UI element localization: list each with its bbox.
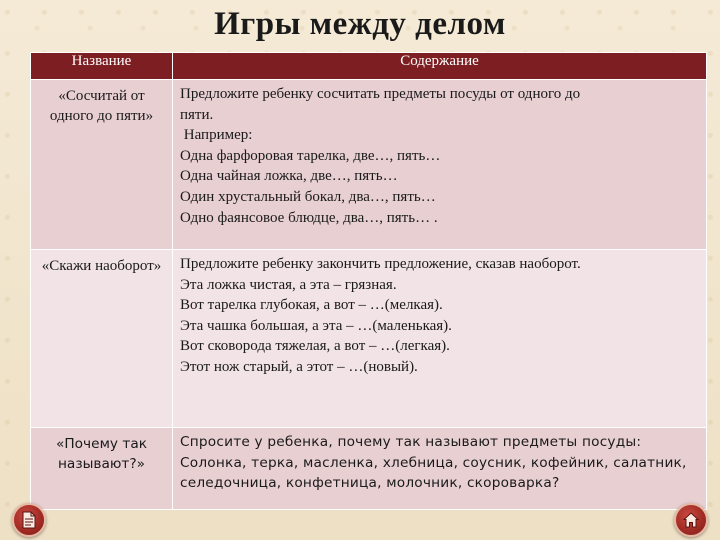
game-content <box>173 80 707 250</box>
content-line: Эта чашка большая, а эта – …(маленькая). <box>180 317 452 334</box>
content-line: Вот тарелка глубокая, а вот – …(мелкая). <box>180 297 443 314</box>
table-row <box>31 250 707 428</box>
content-line: Одна чайная ложка, две…, пять… <box>180 168 398 185</box>
content-line: Одно фаянсовое блюдце, два…, пять… . <box>180 209 438 226</box>
content-line: Этот нож старый, а этот – …(новый). <box>180 358 418 375</box>
content-line: Эта ложка чистая, а эта – грязная. <box>180 276 397 293</box>
home-icon <box>682 511 700 529</box>
games-table <box>30 52 707 510</box>
content-line: Одна фарфоровая тарелка, две…, пять… <box>180 147 441 164</box>
content-line: селедочница, конфетница, молочник, скороварка? <box>180 475 560 492</box>
game-name: «Сосчитай от одного до пяти» <box>31 80 173 250</box>
game-name: «Почему так называют?» <box>31 428 173 510</box>
home-button[interactable] <box>674 503 708 537</box>
header-name: Название <box>31 53 173 80</box>
page-title: Игры между делом <box>214 6 506 42</box>
game-content <box>173 428 707 510</box>
table-row <box>31 428 707 510</box>
game-content <box>173 250 707 428</box>
document-icon <box>21 511 37 529</box>
table-header-row <box>31 53 707 80</box>
content-line: Один хрустальный бокал, два…, пять… <box>180 188 436 205</box>
content-line: Солонка, терка, масленка, хлебница, соусник, кофейник, салатник, <box>180 454 687 471</box>
content-line: Вот сковорода тяжелая, а вот – …(легкая). <box>180 338 450 355</box>
content-line: Предложите ребенку закончить предложение, сказав наоборот. <box>180 256 581 272</box>
header-content: Содержание <box>173 53 707 80</box>
content-line: Предложите ребенку сосчитать предметы посуды от одного до <box>180 86 581 102</box>
content-line: Спросите у ребенка, почему так называют предметы посуды: <box>180 434 642 450</box>
game-name: «Скажи наоборот» <box>31 250 173 428</box>
table-row <box>31 80 707 250</box>
document-button[interactable] <box>12 503 46 537</box>
content-line: пяти. <box>180 106 214 123</box>
content-line: Например: <box>180 127 253 144</box>
